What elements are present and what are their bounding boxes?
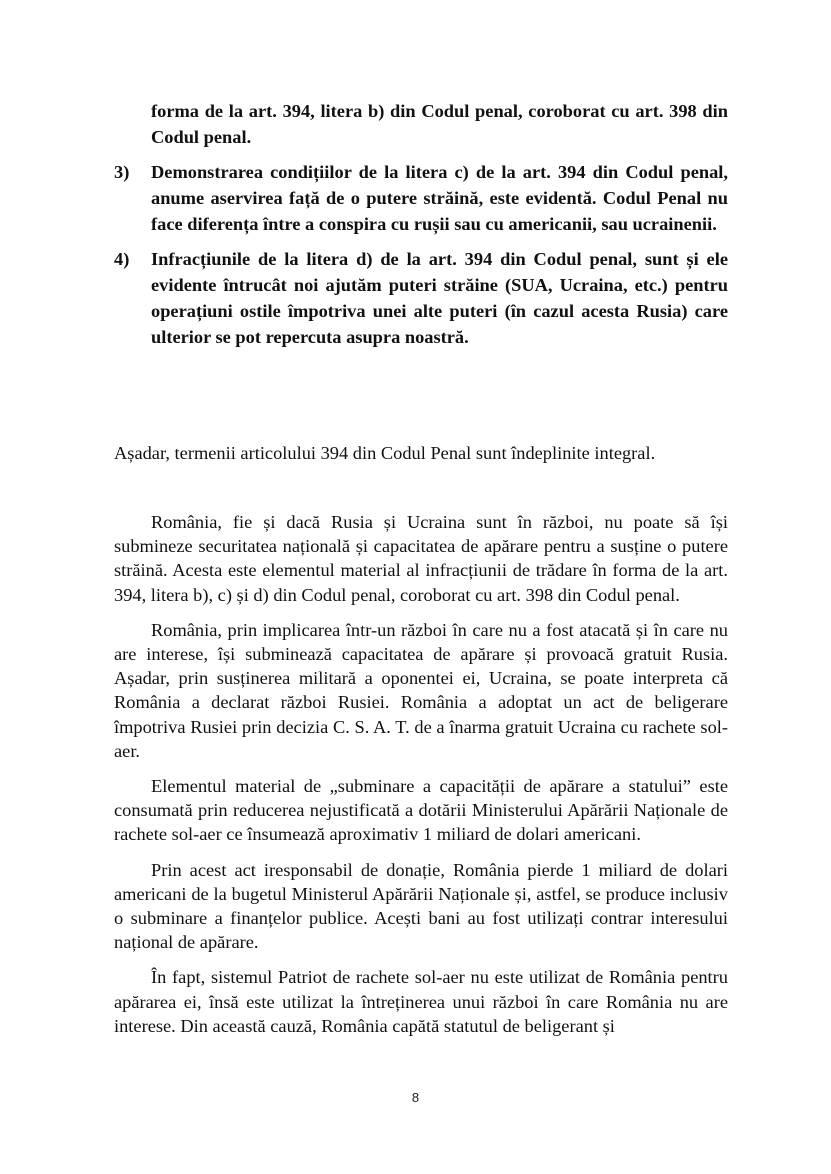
paragraph-3: Elementul material de „subminare a capacității de apărare a statului” este consumată prin reducerea nejustificată a dotării Ministerului Apărării Naționale de rachete sol-aer ce însumează aproximativ 1 miliard de dolari americani. <box>114 776 728 845</box>
list-item-continuation <box>114 98 728 150</box>
list-item-text: Demonstrarea condițiilor de la litera c) de la art. 394 din Codul penal, anume aservirea față de o putere străină, este evidentă. Codul Penal nu face diferența între a conspira cu rușii sau cu americanii, sau ucrainenii. <box>151 162 728 234</box>
list-item-4 <box>114 246 728 350</box>
list-item-number: 4) <box>114 249 130 269</box>
numbered-list <box>114 98 728 359</box>
paragraph-5: În fapt, sistemul Patriot de rachete sol-aer nu este utilizat de România pentru apărarea ei, însă este utilizat la întreținerea unui război în care România nu are interese. Din această cauză, România capătă statutul de beligerant și <box>114 967 728 1036</box>
body-text <box>114 510 728 1049</box>
page-number: 8 <box>411 1090 420 1105</box>
list-item-text: Infracțiunile de la litera d) de la art. 394 din Codul penal, sunt și ele evidente întrucât noi ajutăm puteri străine (SUA, Ucraina, etc.) pentru operațiuni ostile împotriva unei alte puteri (în cazul acesta Rusia) care ulterior se pot repercuta asupra noastră. <box>151 249 728 347</box>
list-item-number: 3) <box>114 162 130 182</box>
list-item-text: forma de la art. 394, litera b) din Codul penal, coroborat cu art. 398 din Codul penal. <box>151 101 728 147</box>
paragraph-1: România, fie și dacă Rusia și Ucraina sunt în război, nu poate să își submineze securitatea națională și capacitatea de apărare pentru a susține o putere străină. Acesta este elementul material al infracțiunii de trădare în forma de la art. 394, litera b), c) și d) din Codul penal, coroborat cu art. 398 din Codul penal. <box>114 512 728 605</box>
list-item-3 <box>114 159 728 237</box>
summary-sentence: Așadar, termenii articolului 394 din Codul Penal sunt îndeplinite integral. <box>114 443 656 463</box>
paragraph-4: Prin acest act iresponsabil de donație, România pierde 1 miliard de dolari americani de la bugetul Ministerul Apărării Naționale și, astfel, se produce inclusiv o subminare a finanțelor publice. Acești bani au fost utilizați contrar interesului național de apărare. <box>114 859 728 953</box>
paragraph-2: România, prin implicarea într-un război în care nu a fost atacată și în care nu are interese, își subminează capacitatea de apărare și provoacă gratuit Rusia. Așadar, prin susținerea militară a oponentei ei, Ucraina, se poate interpreta că România a declarat război Rusiei. România a adoptat un act de beligerare împotriva Rusiei prin decizia C. S. A. T. de a înarma gratuit Ucraina cu rachete sol-aer. <box>114 619 728 761</box>
